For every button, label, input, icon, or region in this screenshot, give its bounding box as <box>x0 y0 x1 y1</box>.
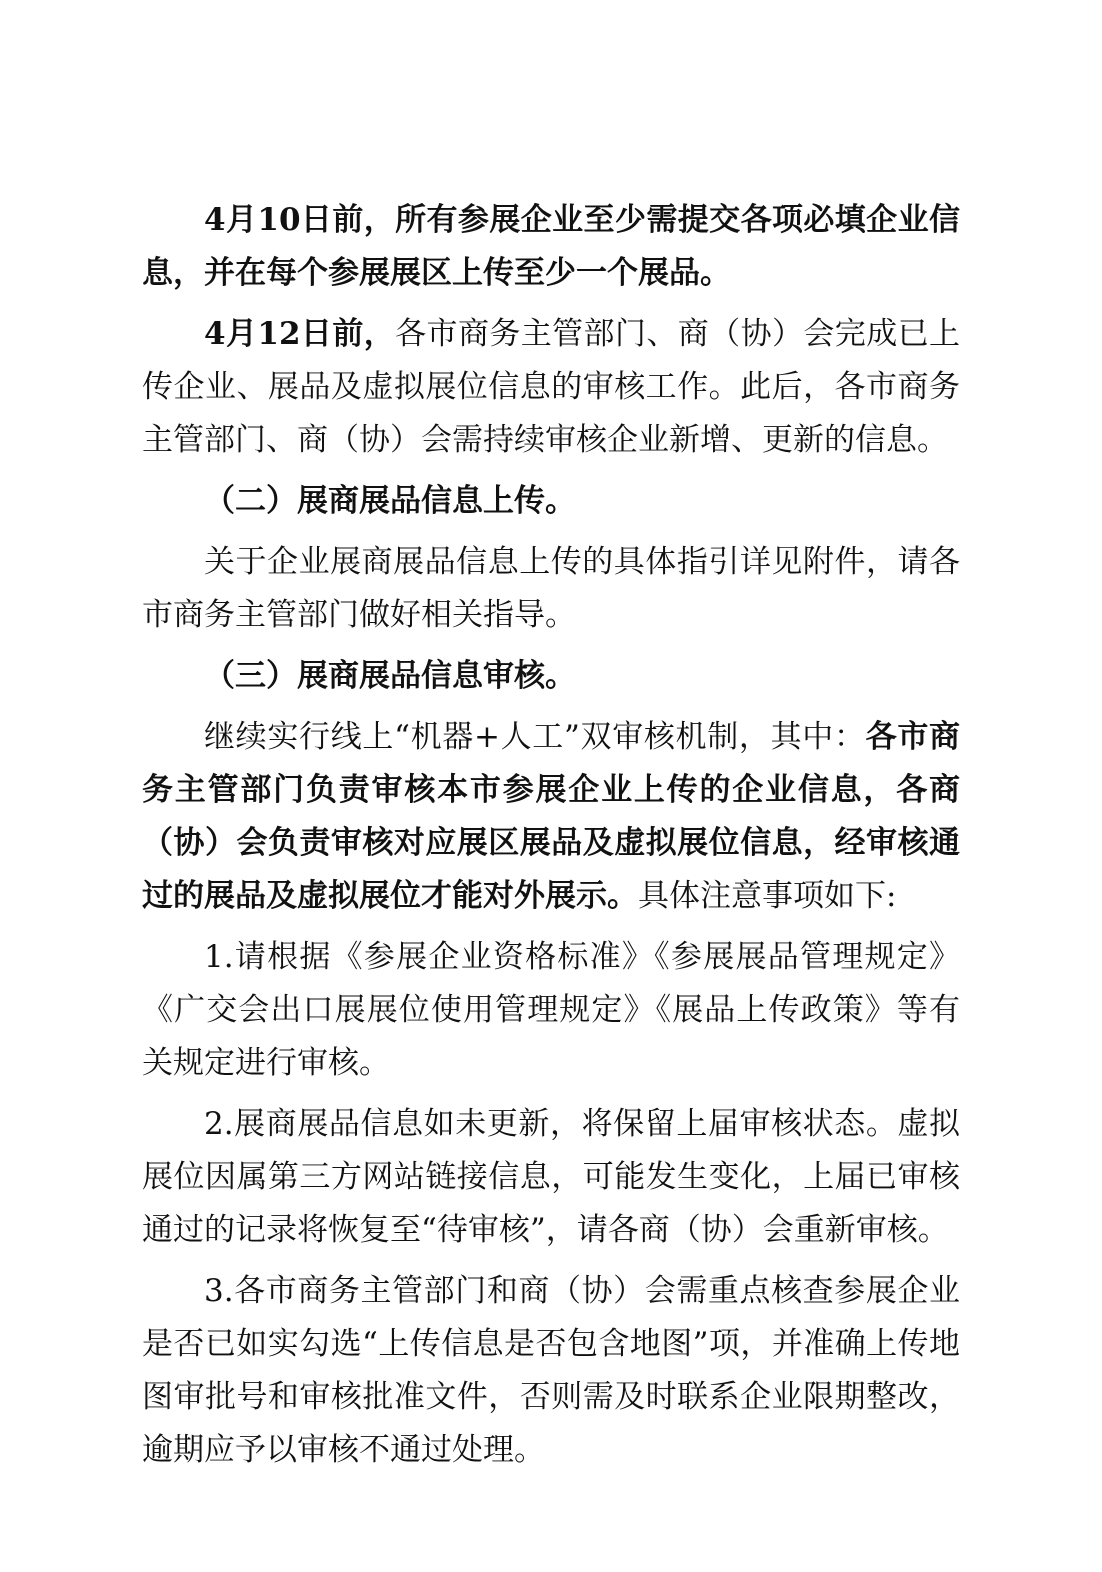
text-run: 1.请根据《参展企业资格标准》《参展展品管理规定》《广交会出口展展位使用管理规定》《展品上传政策》等有关规定进行审核。 <box>142 939 960 1081</box>
bold-text-run: 各市商务主管部门负责审核本市参展企业上传的企业信息，各商（协）会负责审核对应展区展品及虚拟展位信息，经审核通过的展品及虚拟展位才能对外展示。 <box>142 719 961 914</box>
paragraph-upload-guide <box>142 536 960 642</box>
text-run: 继续实行线上“机器+人工”双审核机制，其中： <box>204 719 866 755</box>
paragraph-item-1 <box>142 931 960 1090</box>
paragraph-review-mechanism <box>142 711 960 923</box>
heading-section-3 <box>142 650 960 703</box>
heading-section-2 <box>142 475 960 528</box>
paragraph-deadline-apr10 <box>142 194 960 300</box>
bold-text-run: 4月12日前， <box>204 316 396 352</box>
text-run: 关于企业展商展品信息上传的具体指引详见附件，请各市商务主管部门做好相关指导。 <box>142 544 960 633</box>
paragraph-item-3 <box>142 1265 960 1477</box>
bold-text-run: 4月10日前，所有参展企业至少需提交各项必填企业信息，并在每个参展展区上传至少一个展品。 <box>142 202 960 291</box>
text-run: 3.各市商务主管部门和商（协）会需重点核查参展企业是否已如实勾选“上传信息是否包含地图”项，并准确上传地图审批号和审核批准文件，否则需及时联系企业限期整改，逾期应予以审核不通过处理。 <box>142 1273 960 1468</box>
text-run: 具体注意事项如下: <box>638 878 897 914</box>
bold-text-run: （三）展商展品信息审核。 <box>204 658 576 694</box>
text-run: 2.展商展品信息如未更新，将保留上届审核状态。虚拟展位因属第三方网站链接信息，可能发生变化，上届已审核通过的记录将恢复至“待审核”，请各商（协）会重新审核。 <box>142 1106 960 1248</box>
text-run: 各市商务主管部门、商（协）会完成已上传企业、展品及虚拟展位信息的审核工作。此后，各市商务主管部门、商（协）会需持续审核企业新增、更新的信息。 <box>142 316 960 458</box>
document-page <box>142 194 960 1485</box>
paragraph-item-2 <box>142 1098 960 1257</box>
bold-text-run: （二）展商展品信息上传。 <box>204 483 576 519</box>
paragraph-deadline-apr12 <box>142 308 960 467</box>
